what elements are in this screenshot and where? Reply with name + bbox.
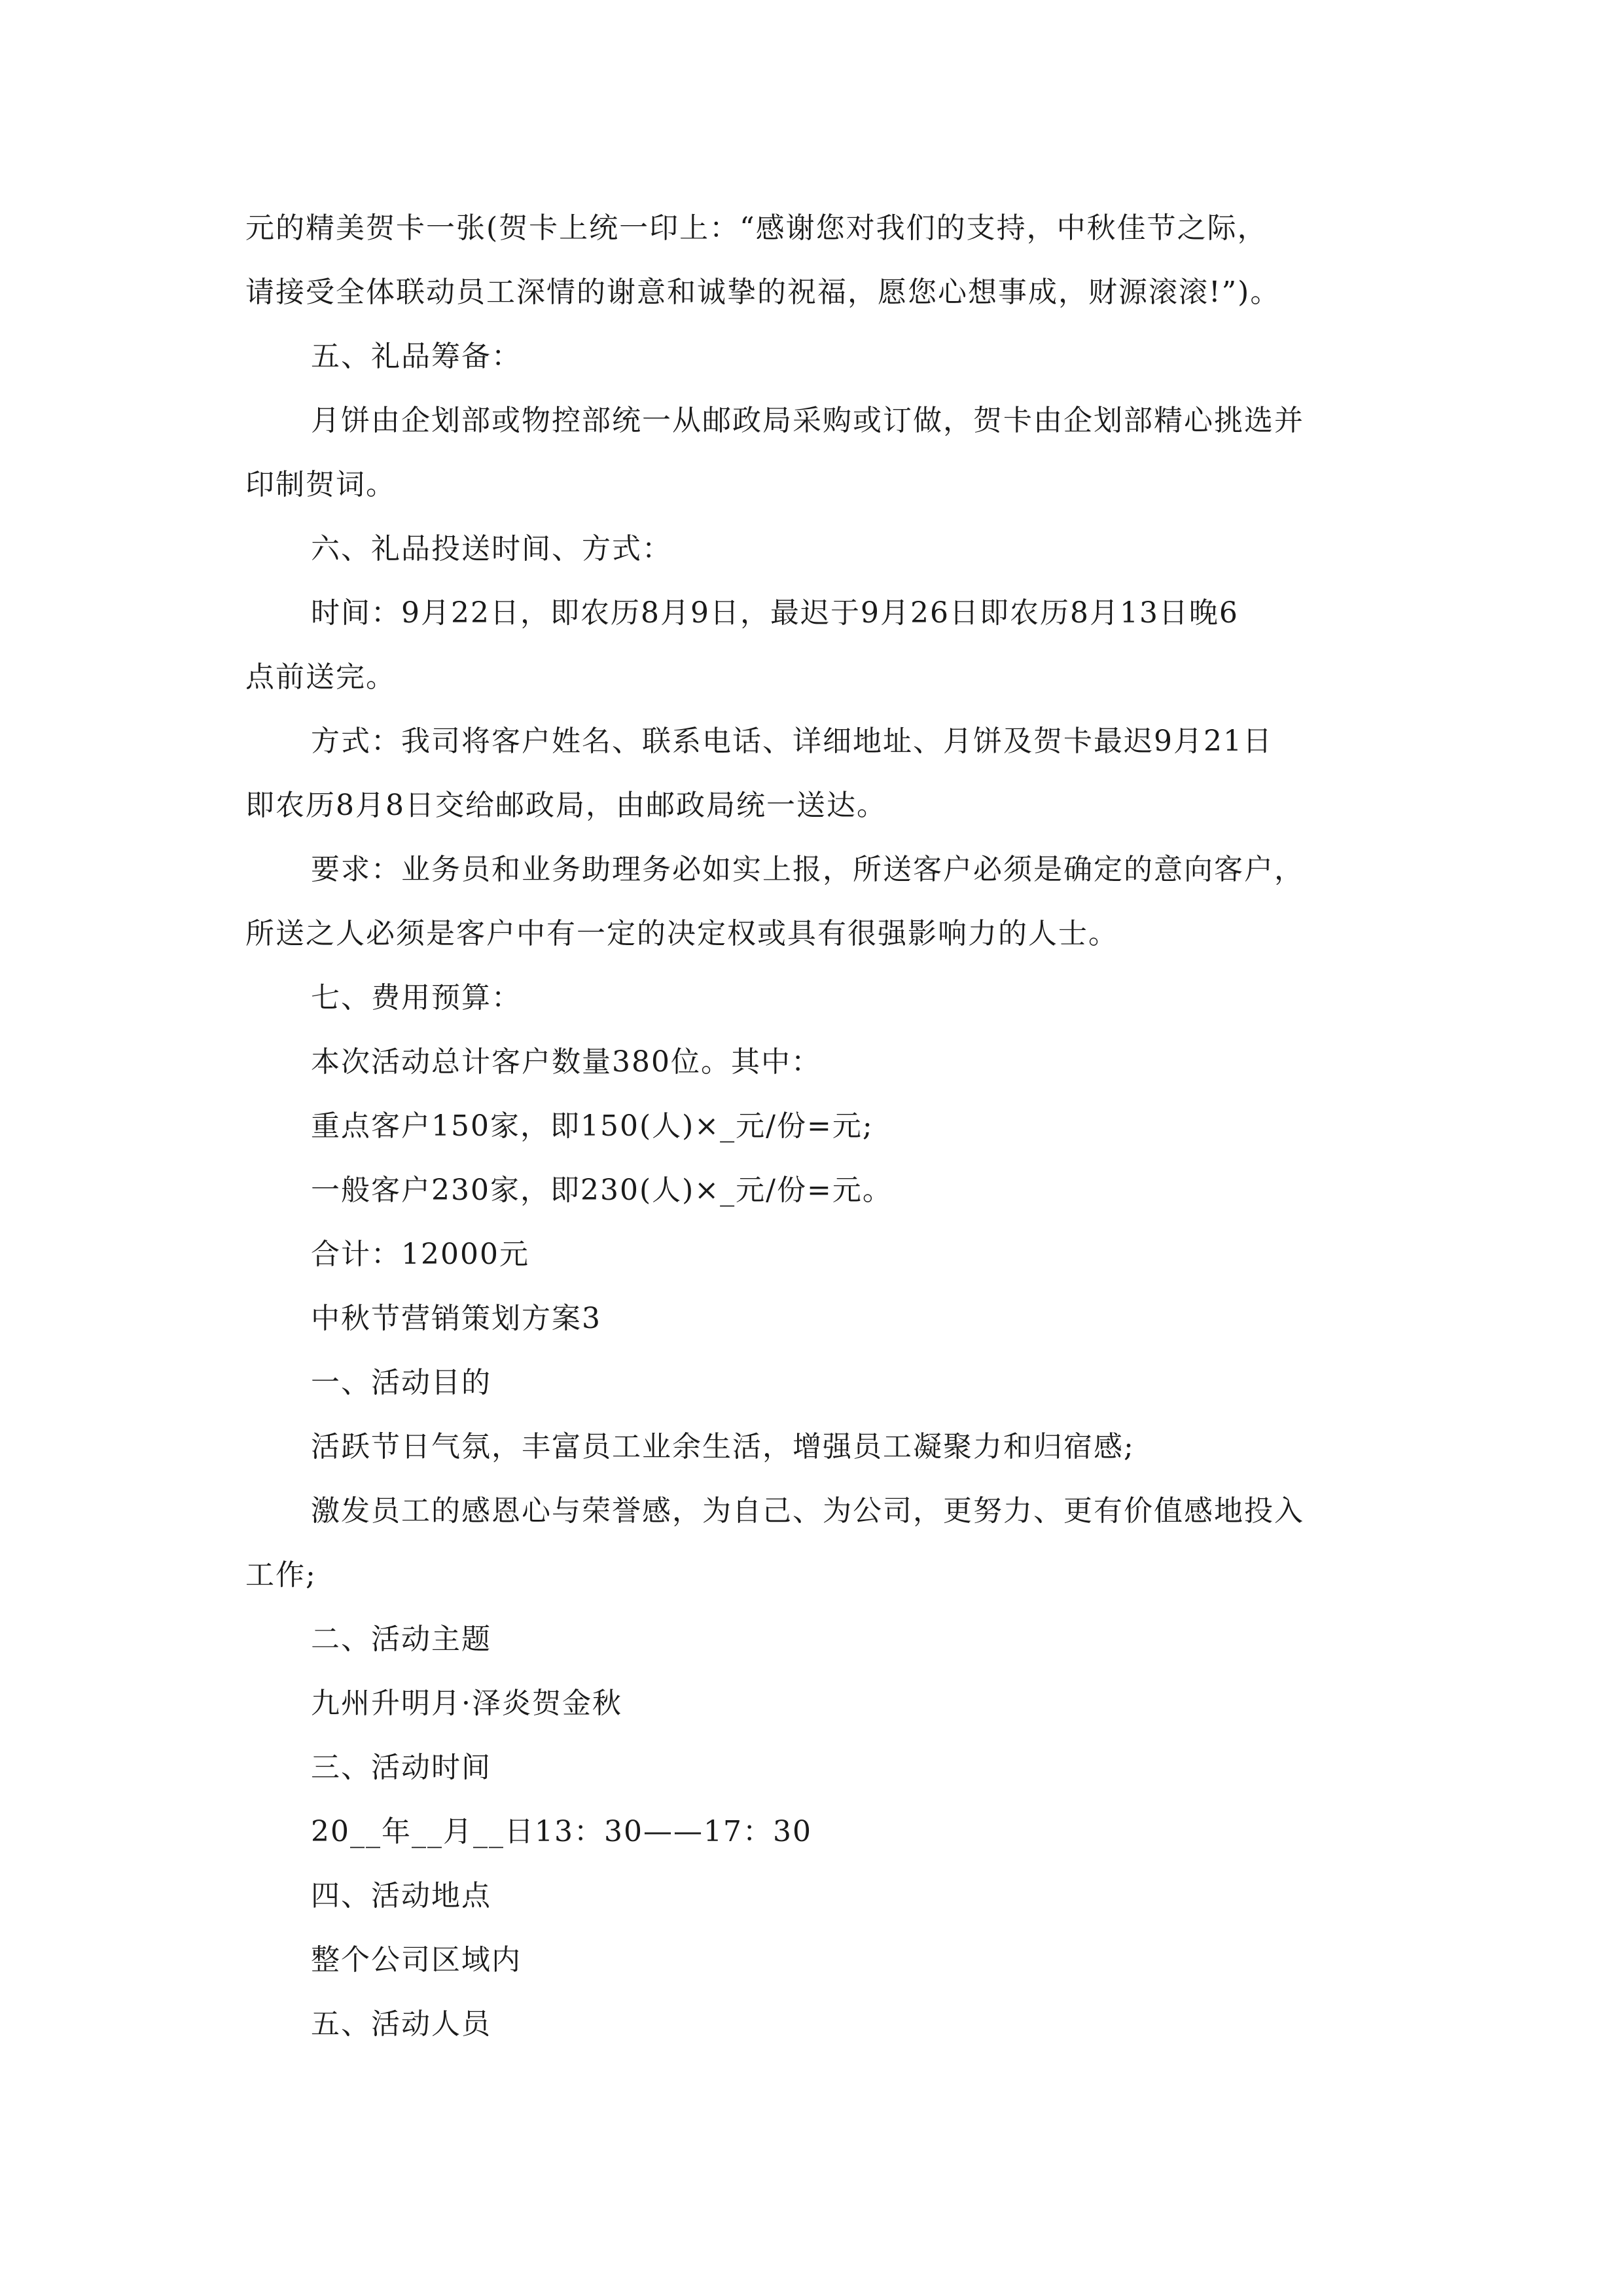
paragraph-line: 一般客户230家，即230(人)×_元/份=元。 [311, 1174, 893, 1207]
document-body [245, 196, 1384, 2056]
section-heading: 六、礼品投送时间、方式： [311, 532, 672, 565]
paragraph-line: 整个公司区域内 [311, 1943, 522, 1977]
paragraph-line: 九州升明月·泽炎贺金秋 [311, 1687, 622, 1720]
section-heading: 一、活动目的 [311, 1366, 491, 1399]
paragraph-line: 印制贺词。 [245, 468, 396, 501]
paragraph-line: 活跃节日气氛，丰富员工业余生活，增强员工凝聚力和归宿感; [311, 1430, 1135, 1463]
section-heading: 三、活动时间 [311, 1751, 491, 1784]
document-title: 中秋节营销策划方案3 [311, 1302, 601, 1335]
paragraph-line: 激发员工的感恩心与荣誉感，为自己、为公司，更努力、更有价值感地投入 [311, 1494, 1304, 1528]
paragraph-line: 方式：我司将客户姓名、联系电话、详细地址、月饼及贺卡最迟9月21日 [311, 725, 1273, 758]
paragraph-line: 月饼由企划部或物控部统一从邮政局采购或订做，贺卡由企划部精心挑选并 [311, 404, 1304, 437]
paragraph-line: 要求：业务员和业务助理务必如实上报，所送客户必须是确定的意向客户， [311, 853, 1304, 886]
paragraph-line: 所送之人必须是客户中有一定的决定权或具有很强影响力的人士。 [245, 917, 1118, 950]
section-heading: 四、活动地点 [311, 1879, 491, 1912]
section-heading: 二、活动主题 [311, 1623, 491, 1656]
paragraph-line: 工作; [245, 1558, 317, 1592]
paragraph-line: 请接受全体联动员工深情的谢意和诚挚的祝福，愿您心想事成，财源滚滚!”)。 [245, 276, 1281, 309]
paragraph-line: 时间：9月22日，即农历8月9日，最迟于9月26日即农历8月13日晚6 [311, 596, 1239, 630]
paragraph-line: 即农历8月8日交给邮政局，由邮政局统一送达。 [245, 789, 887, 822]
paragraph-line: 合计：12000元 [311, 1238, 529, 1271]
paragraph-line: 20__年__月__日13：30——17：30 [311, 1815, 812, 1848]
paragraph-line: 点前送完。 [245, 660, 396, 694]
section-heading: 五、礼品筹备： [311, 340, 522, 373]
paragraph-line: 元的精美贺卡一张(贺卡上统一印上：“感谢您对我们的支持，中秋佳节之际， [245, 211, 1268, 245]
paragraph-line: 本次活动总计客户数量380位。其中： [311, 1045, 821, 1079]
paragraph-line: 重点客户150家，即150(人)×_元/份=元; [311, 1109, 874, 1143]
section-heading: 七、费用预算： [311, 981, 522, 1014]
section-heading: 五、活动人员 [311, 2007, 491, 2041]
